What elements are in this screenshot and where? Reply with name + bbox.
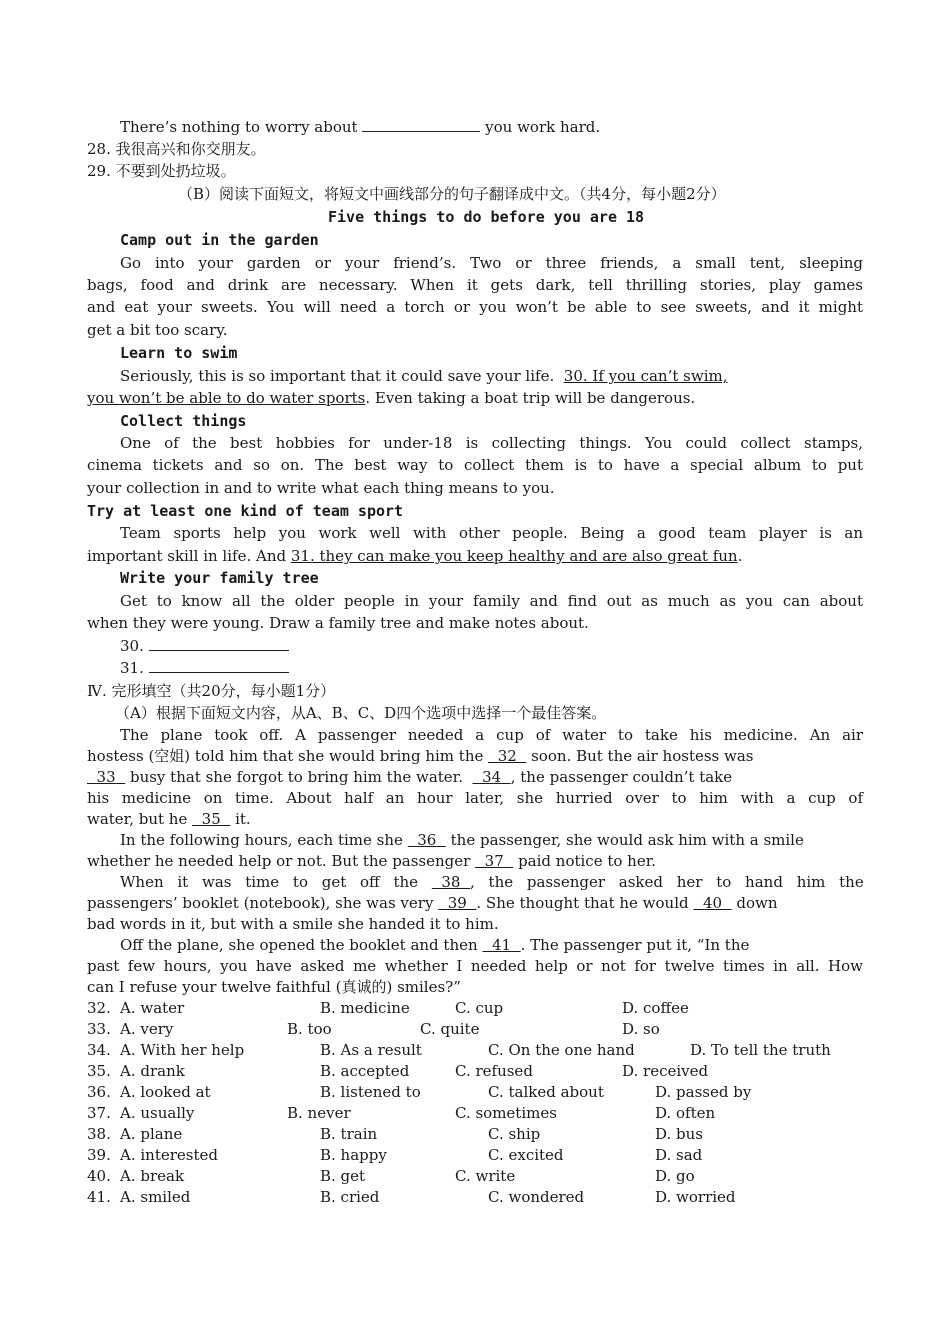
cloze-p1-line-1: The plane took off. A passenger needed a cup of water to take his medicine. An air (120, 726, 863, 744)
cloze-text: , the passenger couldn’t take (510, 768, 733, 786)
option-a[interactable]: A. With her help (120, 1041, 245, 1059)
option-b[interactable]: B. As a result (320, 1041, 422, 1059)
option-question-number: 37. (87, 1104, 111, 1122)
cloze-text: busy that she forgot to bring him the water. (129, 768, 463, 786)
cloze-text: paid notice to her. (518, 852, 657, 870)
option-question-number: 36. (87, 1083, 111, 1101)
cloze-p1-line-4: his medicine on time. About half an hour later, she hurried over to him with a cup of (87, 789, 863, 807)
swim-underlined-30: 30. If you can’t swim, (563, 367, 728, 385)
option-question-number: 40. (87, 1167, 111, 1185)
swim-underlined-30-cont: you won’t be able to do water sports (87, 389, 366, 407)
blank-38[interactable]: 38 (441, 873, 461, 891)
cloze-text: Off the plane, she opened the booklet and then (120, 936, 478, 954)
camp-line-2: bags, food and drink are necessary. When it gets dark, tell thrilling stories, play games (87, 276, 863, 294)
answer-30-blank[interactable] (149, 636, 289, 651)
cloze-text: it. (235, 810, 251, 828)
option-a[interactable]: A. plane (120, 1125, 183, 1143)
cloze-p4-line-3: can I refuse your twelve faithful (真诚的) smiles?” (87, 978, 461, 996)
cloze-p1-line-3 (87, 767, 732, 788)
option-a[interactable]: A. usually (120, 1104, 195, 1122)
swim-text-end: . Even taking a boat trip will be dangerous. (365, 389, 696, 407)
family-line-2: when they were young. Draw a family tree and make notes about. (87, 614, 589, 632)
section-b-instructions: （B）阅读下面短文，将短文中画线部分的句子翻译成中文。（共4分，每小题2分） (178, 185, 726, 203)
option-c[interactable]: C. write (455, 1167, 516, 1185)
blank-41[interactable]: 41 (491, 936, 512, 954)
cloze-text: whether he needed help or not. But the passenger (87, 852, 471, 870)
cloze-text: hostess (空姐) told him that she would bring him the (87, 747, 484, 765)
option-d[interactable]: D. bus (655, 1125, 703, 1143)
option-d[interactable]: D. To tell the truth (690, 1041, 831, 1059)
option-b[interactable]: B. medicine (320, 999, 410, 1017)
cloze-text: . She thought that he would (476, 894, 689, 912)
option-b[interactable]: B. get (320, 1167, 366, 1185)
blank-32[interactable]: 32 (497, 747, 517, 765)
cloze-text: down (736, 894, 778, 912)
answer-30-label: 30. (120, 637, 144, 655)
family-line-1: Get to know all the older people in your family and find out as much as you can about (120, 592, 863, 610)
cloze-text: passengers’ booklet (notebook), she was very (87, 894, 434, 912)
blank-33[interactable]: 33 (96, 768, 116, 786)
option-d[interactable]: D. go (655, 1167, 695, 1185)
heading-family: Write your family tree (120, 569, 319, 587)
option-d[interactable]: D. received (622, 1062, 709, 1080)
option-b[interactable]: B. never (287, 1104, 351, 1122)
option-b[interactable]: B. cried (320, 1188, 380, 1206)
option-d[interactable]: D. coffee (622, 999, 689, 1017)
option-b[interactable]: B. train (320, 1125, 378, 1143)
option-c[interactable]: C. On the one hand (488, 1041, 635, 1059)
cloze-p4-line-2: past few hours, you have asked me whether I needed help or not for twelve times in all. How (87, 957, 863, 975)
option-question-number: 32. (87, 999, 111, 1017)
option-c[interactable]: C. excited (488, 1146, 564, 1164)
q27-text-end: you work hard. (485, 118, 601, 136)
option-question-number: 41. (87, 1188, 111, 1206)
answer-31-label: 31. (120, 659, 144, 677)
option-question-number: 33. (87, 1020, 111, 1038)
option-d[interactable]: D. passed by (655, 1083, 752, 1101)
team-underlined-31: 31. they can make you keep healthy and are also great fun (290, 547, 738, 565)
heading-collect: Collect things (120, 412, 247, 430)
cloze-p3-line-1 (120, 872, 864, 893)
cloze-p3-line-3: bad words in it, but with a smile she handed it to him. (87, 915, 499, 933)
option-d[interactable]: D. worried (655, 1188, 736, 1206)
option-a[interactable]: A. water (120, 999, 185, 1017)
option-a[interactable]: A. interested (120, 1146, 218, 1164)
blank-36[interactable]: 36 (417, 831, 437, 849)
heading-camp: Camp out in the garden (120, 231, 319, 249)
camp-line-3: and eat your sweets. You will need a torch or you won’t be able to see sweets, and it might (87, 298, 863, 316)
heading-swim: Learn to swim (120, 344, 238, 362)
blank-34[interactable]: 34 (482, 768, 502, 786)
option-question-number: 35. (87, 1062, 111, 1080)
option-d[interactable]: D. often (655, 1104, 716, 1122)
cloze-p1-line-5 (87, 809, 251, 830)
option-b[interactable]: B. listened to (320, 1083, 421, 1101)
option-c[interactable]: C. refused (455, 1062, 533, 1080)
option-a[interactable]: A. looked at (120, 1083, 211, 1101)
team-line-2 (87, 546, 742, 567)
cloze-text: When it was time to get off the (120, 873, 419, 891)
cloze-p4-line-1 (120, 935, 749, 956)
team-text: important skill in life. And (87, 547, 287, 565)
q27-blank[interactable] (362, 117, 480, 132)
option-c[interactable]: C. talked about (488, 1083, 604, 1101)
option-b[interactable]: B. too (287, 1020, 332, 1038)
swim-line-1 (120, 366, 727, 387)
option-question-number: 34. (87, 1041, 111, 1059)
blank-35[interactable]: 35 (201, 810, 221, 828)
blank-37[interactable]: 37 (484, 852, 504, 870)
blank-39[interactable]: 39 (447, 894, 467, 912)
option-a[interactable]: A. very (120, 1020, 174, 1038)
q27-line (120, 117, 600, 138)
collect-line-3: your collection in and to write what each thing means to you. (87, 479, 555, 497)
cloze-p3-line-2 (87, 893, 778, 914)
section-a-instructions: （A）根据下面短文内容，从A、B、C、D四个选项中选择一个最佳答案。 (115, 704, 607, 722)
team-line-1: Team sports help you work well with other people. Being a good team player is an (120, 524, 863, 542)
cloze-p2-line-2 (87, 851, 656, 872)
heading-team: Try at least one kind of team sport (87, 502, 404, 520)
team-period: . (737, 547, 743, 565)
option-d[interactable]: D. so (622, 1020, 660, 1038)
camp-line-4: get a bit too scary. (87, 321, 228, 339)
swim-line-2 (87, 388, 695, 409)
cloze-text: In the following hours, each time she (120, 831, 403, 849)
cloze-text: . The passenger put it, “In the (520, 936, 750, 954)
option-question-number: 38. (87, 1125, 111, 1143)
option-a[interactable]: A. break (120, 1167, 185, 1185)
q29: 29. 不要到处扔垃圾。 (87, 162, 236, 180)
passage-title: Five things to do before you are 18 (328, 208, 645, 226)
option-c[interactable]: C. sometimes (455, 1104, 557, 1122)
blank-40[interactable]: 40 (702, 894, 723, 912)
q27-text: There’s nothing to worry about (120, 118, 358, 136)
option-c[interactable]: C. cup (455, 999, 504, 1017)
section-iv-title: Ⅳ. 完形填空（共20分，每小题1分） (87, 682, 336, 700)
camp-line-1: Go into your garden or your friend’s. Two or three friends, a small tent, sleeping (120, 254, 863, 272)
option-c[interactable]: C. ship (488, 1125, 541, 1143)
option-c[interactable]: C. wondered (488, 1188, 585, 1206)
option-a[interactable]: A. smiled (120, 1188, 191, 1206)
option-b[interactable]: B. accepted (320, 1062, 410, 1080)
answer-31-blank[interactable] (149, 658, 289, 673)
option-question-number: 39. (87, 1146, 111, 1164)
q28: 28. 我很高兴和你交朋友。 (87, 140, 266, 158)
option-d[interactable]: D. sad (655, 1146, 703, 1164)
answer-30 (120, 636, 289, 657)
option-b[interactable]: B. happy (320, 1146, 387, 1164)
cloze-p2-line-1 (120, 830, 804, 851)
cloze-text: soon. But the air hostess was (531, 747, 754, 765)
swim-text: Seriously, this is so important that it could save your life. (120, 367, 555, 385)
answer-31 (120, 658, 289, 679)
cloze-text: the passenger, she would ask him with a smile (450, 831, 804, 849)
option-a[interactable]: A. drank (120, 1062, 185, 1080)
option-c[interactable]: C. quite (420, 1020, 480, 1038)
cloze-text: , the passenger asked her to hand him the (470, 873, 864, 891)
collect-line-2: cinema tickets and so on. The best way to collect them is to have a special album to put (87, 456, 863, 474)
cloze-text: water, but he (87, 810, 188, 828)
cloze-p1-line-2 (87, 746, 754, 767)
collect-line-1: One of the best hobbies for under-18 is collecting things. You could collect stamps, (120, 434, 863, 452)
